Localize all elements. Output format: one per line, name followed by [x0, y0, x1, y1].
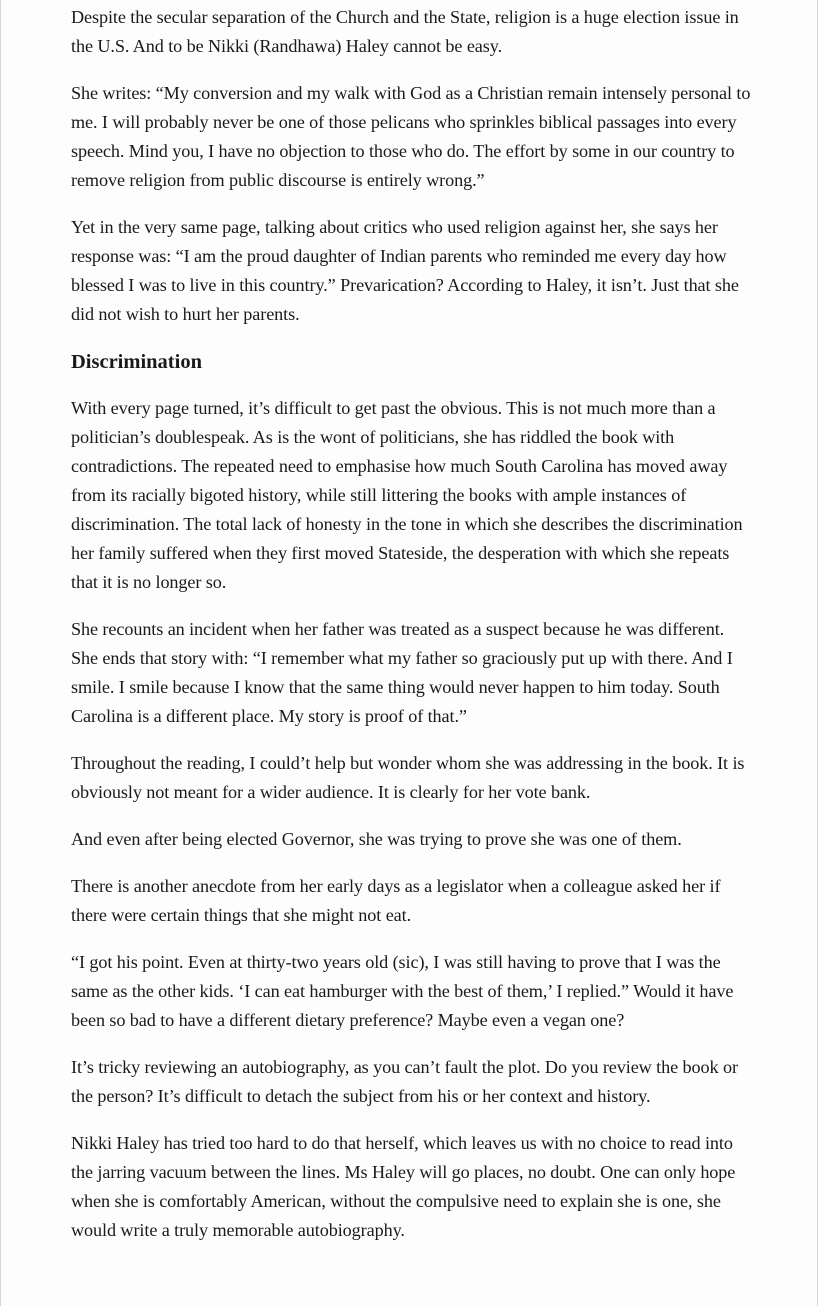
paragraph-governor: And even after being elected Governor, she was trying to prove she was one of them.: [71, 829, 682, 849]
paragraph-reviewing-autobiography: It’s tricky reviewing an autobiography, as you can’t fault the plot. Do you review the book or the person? It’s difficult to detach the subject from his or her context and history.: [71, 1057, 738, 1106]
paragraph-hamburger-quote: “I got his point. Even at thirty-two years old (sic), I was still having to prove that I was the same as the other kids. ‘I can eat hamburger with the best of them,’ I replied.” Would it have been so bad to have a different dietary preference? Maybe even a vegan one?: [71, 952, 734, 1030]
paragraph-father-incident: She recounts an incident when her father was treated as a suspect because he was different. She ends that story with: “I remember what my father so graciously put up with there. And I smile. I smile because I know that the same thing would never happen to him today. South Carolina is a different place. My story is proof of that.”: [71, 619, 733, 726]
article-body: [71, 3, 751, 1263]
paragraph-doublespeak: With every page turned, it’s difficult to get past the obvious. This is not much more than a politician’s doublespeak. As is the wont of politicians, she has riddled the book with contradictions. The repeated need to emphasise how much South Carolina has moved away from its racially bigoted history, while still littering the books with ample instances of discrimination. The total lack of honesty in the tone in which she describes the discrimination her family suffered when they first moved Stateside, the desperation with which she repeats that it is no longer so.: [71, 398, 743, 592]
paragraph-legislator-anecdote: There is another anecdote from her early days as a legislator when a colleague asked her if there were certain things that she might not eat.: [71, 876, 721, 925]
paragraph-religion-intro: Despite the secular separation of the Church and the State, religion is a huge election issue in the U.S. And to be Nikki (Randhawa) Haley cannot be easy.: [71, 7, 739, 56]
paragraph-conversion-quote: She writes: “My conversion and my walk with God as a Christian remain intensely personal to me. I will probably never be one of those pelicans who sprinkles biblical passages into every speech. Mind you, I have no objection to those who do. The effort by some in our country to remove religion from public discourse is entirely wrong.”: [71, 83, 751, 190]
section-heading-discrimination: Discrimination: [71, 351, 202, 373]
paragraph-critics-response: Yet in the very same page, talking about critics who used religion against her, she says her response was: “I am the proud daughter of Indian parents who reminded me every day how blessed I was to live in this country.” Prevarication? According to Haley, it isn’t. Just that she did not wish to hurt her parents.: [71, 217, 739, 324]
paragraph-conclusion: Nikki Haley has tried too hard to do that herself, which leaves us with no choice to read into the jarring vacuum between the lines. Ms Haley will go places, no doubt. One can only hope when she is comfortably American, without the compulsive need to explain she is one, she would write a truly memorable autobiography.: [71, 1133, 736, 1240]
paragraph-audience: Throughout the reading, I could’t help but wonder whom she was addressing in the book. It is obviously not meant for a wider audience. It is clearly for her vote bank.: [71, 753, 745, 802]
